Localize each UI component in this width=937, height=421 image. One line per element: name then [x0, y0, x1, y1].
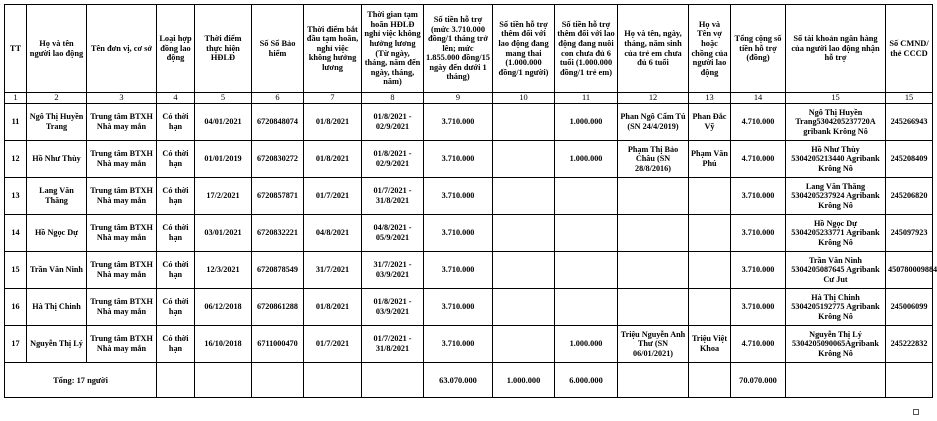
- header-tt: TT: [5, 5, 27, 93]
- leave-period: 01/7/2021 - 31/8/2021: [362, 326, 424, 363]
- header-id-card: Số CMND/ thẻ CCCD: [886, 5, 933, 93]
- support-amount: 3.710.000: [424, 326, 493, 363]
- leave-period: 01/8/2021 - 02/9/2021: [362, 141, 424, 178]
- child-support: 1.000.000: [555, 141, 618, 178]
- contract-start: 16/10/2018: [195, 326, 252, 363]
- child-info: [618, 252, 689, 289]
- worker-name: Trần Văn Ninh: [27, 252, 87, 289]
- child-info: [618, 215, 689, 252]
- support-amount: 3.710.000: [424, 289, 493, 326]
- row-number: 16: [5, 289, 27, 326]
- support-amount: 3.710.000: [424, 141, 493, 178]
- unit-name: Trung tâm BTXH Nhà may mắn: [87, 326, 157, 363]
- id-card-number: 245266943: [886, 104, 933, 141]
- header-child-support: Số tiền hỗ trợ thêm đối với lao động đang nuôi con chưa đủ 6 tuổi (1.000.000 đồng/1 trẻ em): [555, 5, 618, 93]
- table-row: [5, 289, 933, 326]
- header-leave-start: Thời điểm bắt đầu tạm hoãn, nghỉ việc không hưởng lương: [304, 5, 362, 93]
- child-support: 1.000.000: [555, 104, 618, 141]
- header-contract-start: Thời điểm thực hiện HĐLĐ: [195, 5, 252, 93]
- id-card-number: 245222832: [886, 326, 933, 363]
- table-cell: [618, 363, 689, 398]
- leave-period: 04/8/2021 - 05/9/2021: [362, 215, 424, 252]
- id-card-number: 245006099: [886, 289, 933, 326]
- column-number-row: [5, 93, 933, 104]
- id-card-number: 245206820: [886, 178, 933, 215]
- insurance-number: 6720861288: [252, 289, 304, 326]
- child-support: [555, 289, 618, 326]
- column-number: 15: [886, 93, 933, 104]
- row-number: 15: [5, 252, 27, 289]
- contract-start: 06/12/2018: [195, 289, 252, 326]
- column-number: 11: [555, 93, 618, 104]
- table-row: [5, 141, 933, 178]
- header-row: [5, 5, 933, 93]
- insurance-number: 6720832221: [252, 215, 304, 252]
- column-number: 5: [195, 93, 252, 104]
- totals-amount: 63.070.000: [424, 363, 493, 398]
- contract-start: 03/01/2021: [195, 215, 252, 252]
- child-info: Phạm Thị Bảo Châu (SN 28/8/2016): [618, 141, 689, 178]
- insurance-number: 6720878549: [252, 252, 304, 289]
- column-number: 6: [252, 93, 304, 104]
- bank-account: Nguyễn Thị Lý 5304205090065Agribank Krông Nô: [786, 326, 886, 363]
- insurance-number: 6720848074: [252, 104, 304, 141]
- column-number: 9: [424, 93, 493, 104]
- leave-start: 01/8/2021: [304, 289, 362, 326]
- id-card-number: 245208409: [886, 141, 933, 178]
- leave-start: 01/8/2021: [304, 141, 362, 178]
- header-full-name: Họ và tên người lao động: [27, 5, 87, 93]
- contract-type: Có thời hạn: [157, 178, 195, 215]
- contract-start: 01/01/2019: [195, 141, 252, 178]
- row-number: 14: [5, 215, 27, 252]
- column-number: 1: [5, 93, 27, 104]
- child-support: [555, 178, 618, 215]
- table-row: [5, 215, 933, 252]
- header-total: Tổng cộng số tiền hỗ trợ (đồng): [731, 5, 786, 93]
- table-cell: [786, 363, 886, 398]
- header-insurance-number: Số Sổ Bảo hiểm: [252, 5, 304, 93]
- worker-name: Hà Thị Chinh: [27, 289, 87, 326]
- leave-start: 04/8/2021: [304, 215, 362, 252]
- totals-row: [5, 363, 933, 398]
- unit-name: Trung tâm BTXH Nhà may mắn: [87, 141, 157, 178]
- bank-account: Hà Thị Chinh 5304205192775 Agribank Krông Nô: [786, 289, 886, 326]
- total-amount: 4.710.000: [731, 104, 786, 141]
- support-amount: 3.710.000: [424, 252, 493, 289]
- column-number: 7: [304, 93, 362, 104]
- total-amount: 3.710.000: [731, 252, 786, 289]
- child-support: [555, 252, 618, 289]
- spouse-name: Phạm Văn Phú: [689, 141, 731, 178]
- contract-type: Có thời hạn: [157, 104, 195, 141]
- row-number: 17: [5, 326, 27, 363]
- leave-start: 31/7/2021: [304, 252, 362, 289]
- leave-start: 01/7/2021: [304, 326, 362, 363]
- column-number: 10: [493, 93, 555, 104]
- unit-name: Trung tâm BTXH Nhà may mắn: [87, 252, 157, 289]
- child-info: Phan Ngô Cẩm Tú (SN 24/4/2019): [618, 104, 689, 141]
- spouse-name: [689, 289, 731, 326]
- table-cell: [362, 363, 424, 398]
- contract-type: Có thời hạn: [157, 215, 195, 252]
- support-list-table: [4, 4, 937, 398]
- header-spouse: Họ và Tên vợ hoặc chồng của người lao động: [689, 5, 731, 93]
- leave-period: 01/8/2021 - 03/9/2021: [362, 289, 424, 326]
- column-number: 14: [731, 93, 786, 104]
- id-card-number: 245097923: [886, 215, 933, 252]
- contract-type: Có thời hạn: [157, 326, 195, 363]
- support-amount: 3.710.000: [424, 104, 493, 141]
- column-number: 15: [786, 93, 886, 104]
- leave-start: 01/7/2021: [304, 178, 362, 215]
- total-amount: 3.710.000: [731, 289, 786, 326]
- contract-type: Có thời hạn: [157, 289, 195, 326]
- total-amount: 3.710.000: [731, 178, 786, 215]
- unit-name: Trung tâm BTXH Nhà may mắn: [87, 289, 157, 326]
- pregnancy-support: [493, 326, 555, 363]
- table-cell: [886, 363, 933, 398]
- totals-label: Tổng: 17 người: [5, 363, 157, 398]
- contract-start: 04/01/2021: [195, 104, 252, 141]
- bank-account: Hồ Như Thùy 5304205213440 Agribank Krông Nô: [786, 141, 886, 178]
- totals-pregnancy-support: 1.000.000: [493, 363, 555, 398]
- column-number: 12: [618, 93, 689, 104]
- total-amount: 4.710.000: [731, 141, 786, 178]
- leave-period: 01/8/2021 - 02/9/2021: [362, 104, 424, 141]
- unit-name: Trung tâm BTXH Nhà may mắn: [87, 178, 157, 215]
- worker-name: Hồ Như Thùy: [27, 141, 87, 178]
- total-amount: 4.710.000: [731, 326, 786, 363]
- contract-start: 12/3/2021: [195, 252, 252, 289]
- pregnancy-support: [493, 104, 555, 141]
- leave-start: 01/8/2021: [304, 104, 362, 141]
- header-bank-account: Số tài khoản ngân hàng của người lao động nhận hỗ trợ: [786, 5, 886, 93]
- table-cell: [157, 363, 195, 398]
- spouse-name: [689, 215, 731, 252]
- column-number: 4: [157, 93, 195, 104]
- worker-name: Nguyễn Thị Lý: [27, 326, 87, 363]
- table-row: [5, 104, 933, 141]
- bank-account: Trần Văn Ninh 5304205087645 Agribank Cư Jut: [786, 252, 886, 289]
- header-pregnancy-support: Số tiền hỗ trợ thêm đối với lao động đang mang thai (1.000.000 đồng/1 người): [493, 5, 555, 93]
- column-number: 8: [362, 93, 424, 104]
- leave-period: 01/7/2021 - 31/8/2021: [362, 178, 424, 215]
- row-number: 13: [5, 178, 27, 215]
- spouse-name: [689, 252, 731, 289]
- contract-type: Có thời hạn: [157, 252, 195, 289]
- pregnancy-support: [493, 178, 555, 215]
- child-info: [618, 289, 689, 326]
- row-number: 11: [5, 104, 27, 141]
- table-cell: [689, 363, 731, 398]
- table-row: [5, 326, 933, 363]
- bank-account: Lang Văn Thăng 5304205237924 Agribank Krông Nô: [786, 178, 886, 215]
- table-cell: [304, 363, 362, 398]
- table-row: [5, 178, 933, 215]
- pregnancy-support: [493, 252, 555, 289]
- table-cell: [252, 363, 304, 398]
- spouse-name: Triệu Việt Khoa: [689, 326, 731, 363]
- unit-name: Trung tâm BTXH Nhà may mắn: [87, 104, 157, 141]
- pregnancy-support: [493, 289, 555, 326]
- pregnancy-support: [493, 141, 555, 178]
- child-info: Triệu Nguyễn Anh Thư (SN 06/01/2021): [618, 326, 689, 363]
- resize-handle[interactable]: [913, 409, 919, 415]
- total-amount: 3.710.000: [731, 215, 786, 252]
- bank-account: Hồ Ngọc Dự 5304205233771 Agribank Krông Nô: [786, 215, 886, 252]
- column-number: 2: [27, 93, 87, 104]
- support-amount: 3.710.000: [424, 178, 493, 215]
- header-unit: Tên đơn vị, cơ sở: [87, 5, 157, 93]
- totals-grand-total: 70.070.000: [731, 363, 786, 398]
- header-child-info: Họ và tên, ngày, tháng, năm sinh của trẻ em chưa đủ 6 tuổi: [618, 5, 689, 93]
- insurance-number: 6711000470: [252, 326, 304, 363]
- spouse-name: [689, 178, 731, 215]
- worker-name: Hồ Ngọc Dự: [27, 215, 87, 252]
- insurance-number: 6720830272: [252, 141, 304, 178]
- table-cell: [195, 363, 252, 398]
- header-leave-period: Thời gian tạm hoãn HĐLĐ nghỉ việc không hưởng lương (Từ ngày, tháng, năm đến ngày, tháng, năm): [362, 5, 424, 93]
- pregnancy-support: [493, 215, 555, 252]
- bank-account: Ngô Thị Huyền Trang5304205237720A gribank Krông Nô: [786, 104, 886, 141]
- contract-type: Có thời hạn: [157, 141, 195, 178]
- row-number: 12: [5, 141, 27, 178]
- child-support: [555, 215, 618, 252]
- insurance-number: 6720857871: [252, 178, 304, 215]
- column-number: 13: [689, 93, 731, 104]
- child-info: [618, 178, 689, 215]
- worker-name: Ngô Thị Huyền Trang: [27, 104, 87, 141]
- spouse-name: Phan Đắc Vỹ: [689, 104, 731, 141]
- table-row: [5, 252, 933, 289]
- contract-start: 17/2/2021: [195, 178, 252, 215]
- header-contract-type: Loại hợp đồng lao động: [157, 5, 195, 93]
- id-card-number: 450780009884: [886, 252, 933, 289]
- leave-period: 31/7/2021 - 03/9/2021: [362, 252, 424, 289]
- totals-child-support: 6.000.000: [555, 363, 618, 398]
- child-support: 1.000.000: [555, 326, 618, 363]
- header-support-amount: Số tiền hỗ trợ (mức 3.710.000 đồng/1 tháng trở lên; mức 1.855.000 đồng/15 ngày đến dưới 1 tháng): [424, 5, 493, 93]
- worker-name: Lang Văn Thăng: [27, 178, 87, 215]
- column-number: 3: [87, 93, 157, 104]
- unit-name: Trung tâm BTXH Nhà may mắn: [87, 215, 157, 252]
- support-amount: 3.710.000: [424, 215, 493, 252]
